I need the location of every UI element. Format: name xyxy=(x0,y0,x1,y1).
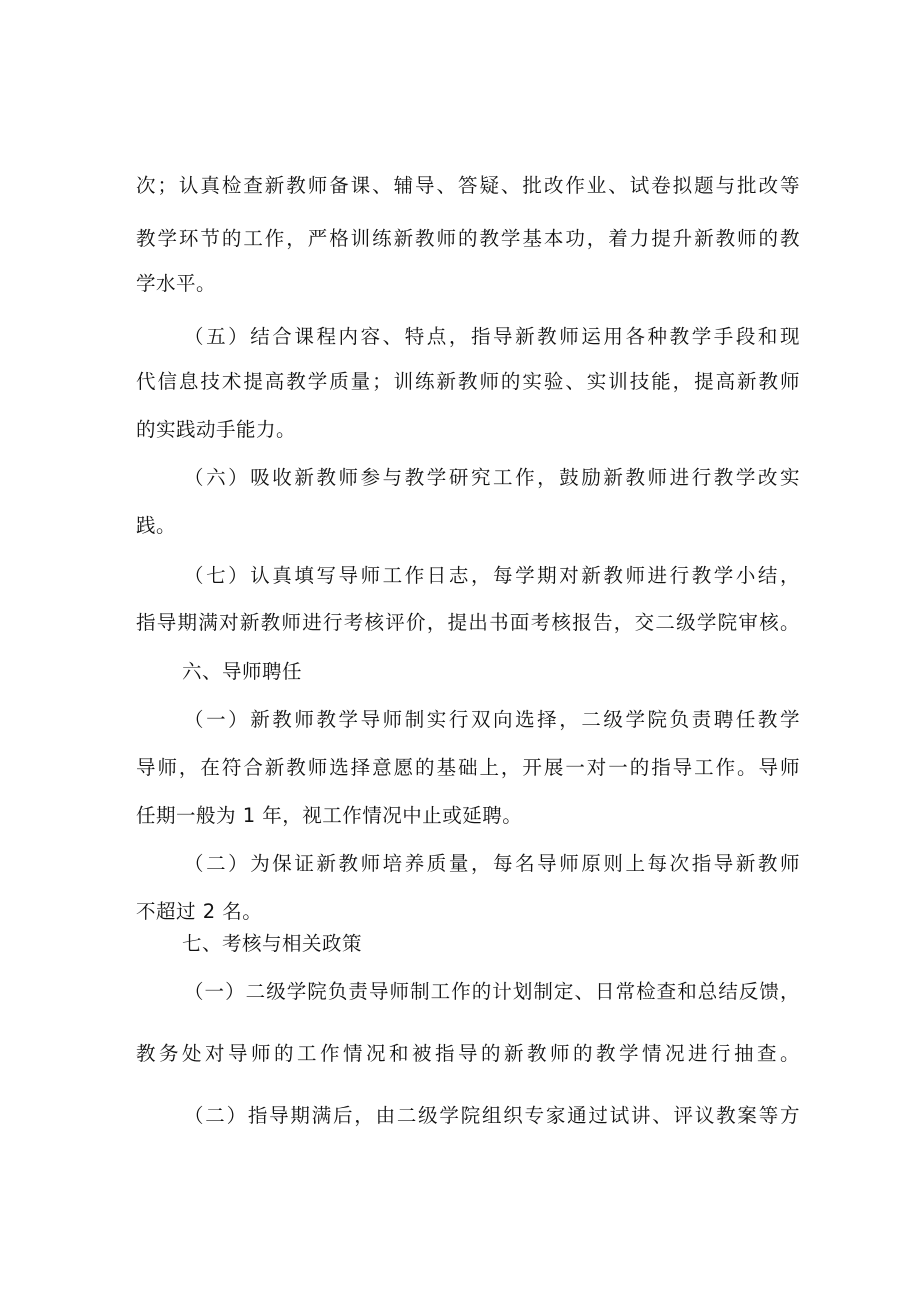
section-6-item-1-line-2: 导师，在符合新教师选择意愿的基础上，开展一对一的指导工作。导师 xyxy=(136,756,800,779)
text-line-3: 学水平。 xyxy=(136,272,217,295)
section-7-item-1-line-1: （一）二级学院负责导师制工作的计划制定、日常检查和总结反馈， xyxy=(184,980,800,1003)
section-7-item-2-line-1: （二）指导期满后，由二级学院组织专家通过试讲、评议教案等方 xyxy=(184,1104,800,1127)
section-heading-6: 六、导师聘任 xyxy=(182,660,303,683)
paragraph-5-line-2: 代信息技术提高教学质量；训练新教师的实验、实训技能，提高新教师 xyxy=(136,370,800,393)
paragraph-7-line-2: 指导期满对新教师进行考核评价，提出书面考核报告，交二级学院审核。 xyxy=(136,611,800,634)
text-line-2: 教学环节的工作，严格训练新教师的教学基本功，着力提升新教师的教 xyxy=(136,227,800,250)
section-6-item-1-line-3: 任期一般为 1 年，视工作情况中止或延聘。 xyxy=(136,804,523,827)
paragraph-5-line-3: 的实践动手能力。 xyxy=(136,418,297,441)
paragraph-7-line-1: （七）认真填写导师工作日志，每学期对新教师进行教学小结， xyxy=(184,564,800,587)
text-line-1: 次；认真检查新教师备课、辅导、答疑、批改作业、试卷拟题与批改等 xyxy=(136,174,800,197)
section-6-item-1-line-1: （一）新教师教学导师制实行双向选择，二级学院负责聘任教学 xyxy=(184,708,800,731)
section-6-item-2-line-1: （二）为保证新教师培养质量，每名导师原则上每次指导新教师 xyxy=(184,852,800,875)
section-heading-7: 七、考核与相关政策 xyxy=(182,932,363,955)
section-7-item-1-line-2: 教务处对导师的工作情况和被指导的新教师的教学情况进行抽查。 xyxy=(136,1042,800,1065)
section-6-item-2-line-2: 不超过 2 名。 xyxy=(136,900,263,923)
paragraph-6-line-1: （六）吸收新教师参与教学研究工作，鼓励新教师进行教学改实 xyxy=(184,466,800,489)
paragraph-6-line-2: 践。 xyxy=(136,514,177,537)
paragraph-5-line-1: （五）结合课程内容、特点，指导新教师运用各种教学手段和现 xyxy=(184,325,800,348)
